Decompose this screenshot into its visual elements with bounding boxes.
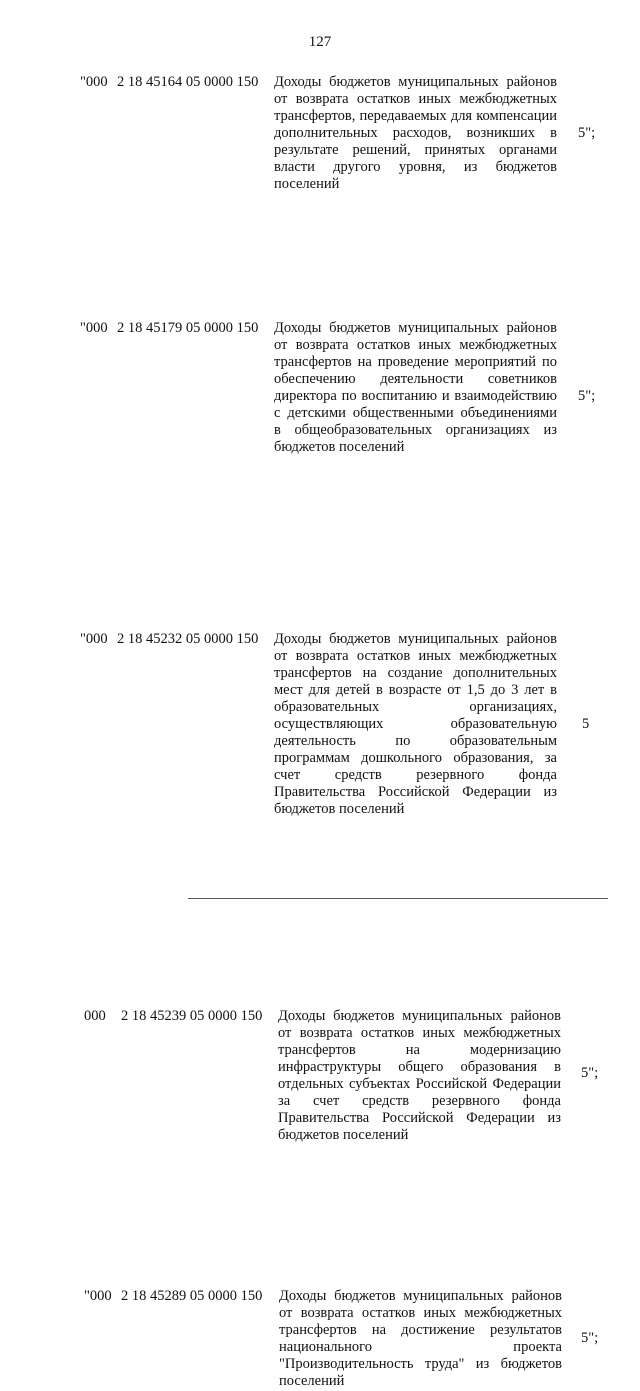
distribution-norm: 5";	[581, 1330, 599, 1346]
table-row	[0, 318, 640, 473]
classification-code: 2 18 45164 05 0000 150	[117, 74, 259, 90]
income-description: Доходы бюджетов муниципальных районов от возврата остатков иных межбюджетных трансфертов на модернизацию инфраструктуры общего образования в отдельных субъектах Российской Федерации за счет средств резервного фонда Правительства Российской Федерации из бюджетов поселений	[278, 1008, 561, 1143]
distribution-norm: 5	[582, 716, 590, 732]
table-row	[0, 1286, 640, 1391]
table-row	[0, 629, 640, 817]
distribution-norm: 5";	[581, 1065, 599, 1081]
table-row	[0, 1006, 640, 1145]
row-prefix: "000	[84, 1288, 112, 1304]
distribution-norm: 5";	[578, 388, 596, 404]
income-description: Доходы бюджетов муниципальных районов от возврата остатков иных межбюджетных трансфертов на создание дополнительных мест для детей в возрасте от 1,5 до 3 лет в образовательных организациях, осуществляющих образовательную деятельность по образовательным программам дошкольного образования, за счет средств резервного фонда Правительства Российской Федерации из бюджетов поселений	[274, 631, 557, 817]
distribution-norm: 5";	[578, 125, 596, 141]
classification-code: 2 18 45179 05 0000 150	[117, 320, 259, 336]
income-description: Доходы бюджетов муниципальных районов от возврата остатков иных межбюджетных трансфертов на проведение мероприятий по обеспечению деятельности советников директора по воспитанию и взаимодействию с детскими общественными объединениями в общеобразовательных организациях из бюджетов поселений	[274, 320, 557, 455]
row-prefix: 000	[84, 1008, 106, 1024]
page-bottom-edge	[188, 898, 608, 899]
classification-code: 2 18 45239 05 0000 150	[121, 1008, 263, 1024]
page-number: 127	[308, 34, 332, 50]
income-description: Доходы бюджетов муниципальных районов от возврата остатков иных межбюджетных трансфертов, передаваемых для компенсации дополнительных расходов, возникших в результате решений, принятых органами власти другого уровня, из бюджетов поселений	[274, 74, 557, 192]
row-prefix: "000	[80, 320, 108, 336]
row-prefix: "000	[80, 74, 108, 90]
classification-code: 2 18 45232 05 0000 150	[117, 631, 259, 647]
classification-code: 2 18 45289 05 0000 150	[121, 1288, 263, 1304]
income-code-table	[0, 72, 640, 1389]
row-prefix: "000	[80, 631, 108, 647]
income-description: Доходы бюджетов муниципальных районов от возврата остатков иных межбюджетных трансфертов на достижение результатов национального проекта "Производительность труда" из бюджетов поселений	[279, 1288, 562, 1389]
table-row	[0, 72, 640, 194]
